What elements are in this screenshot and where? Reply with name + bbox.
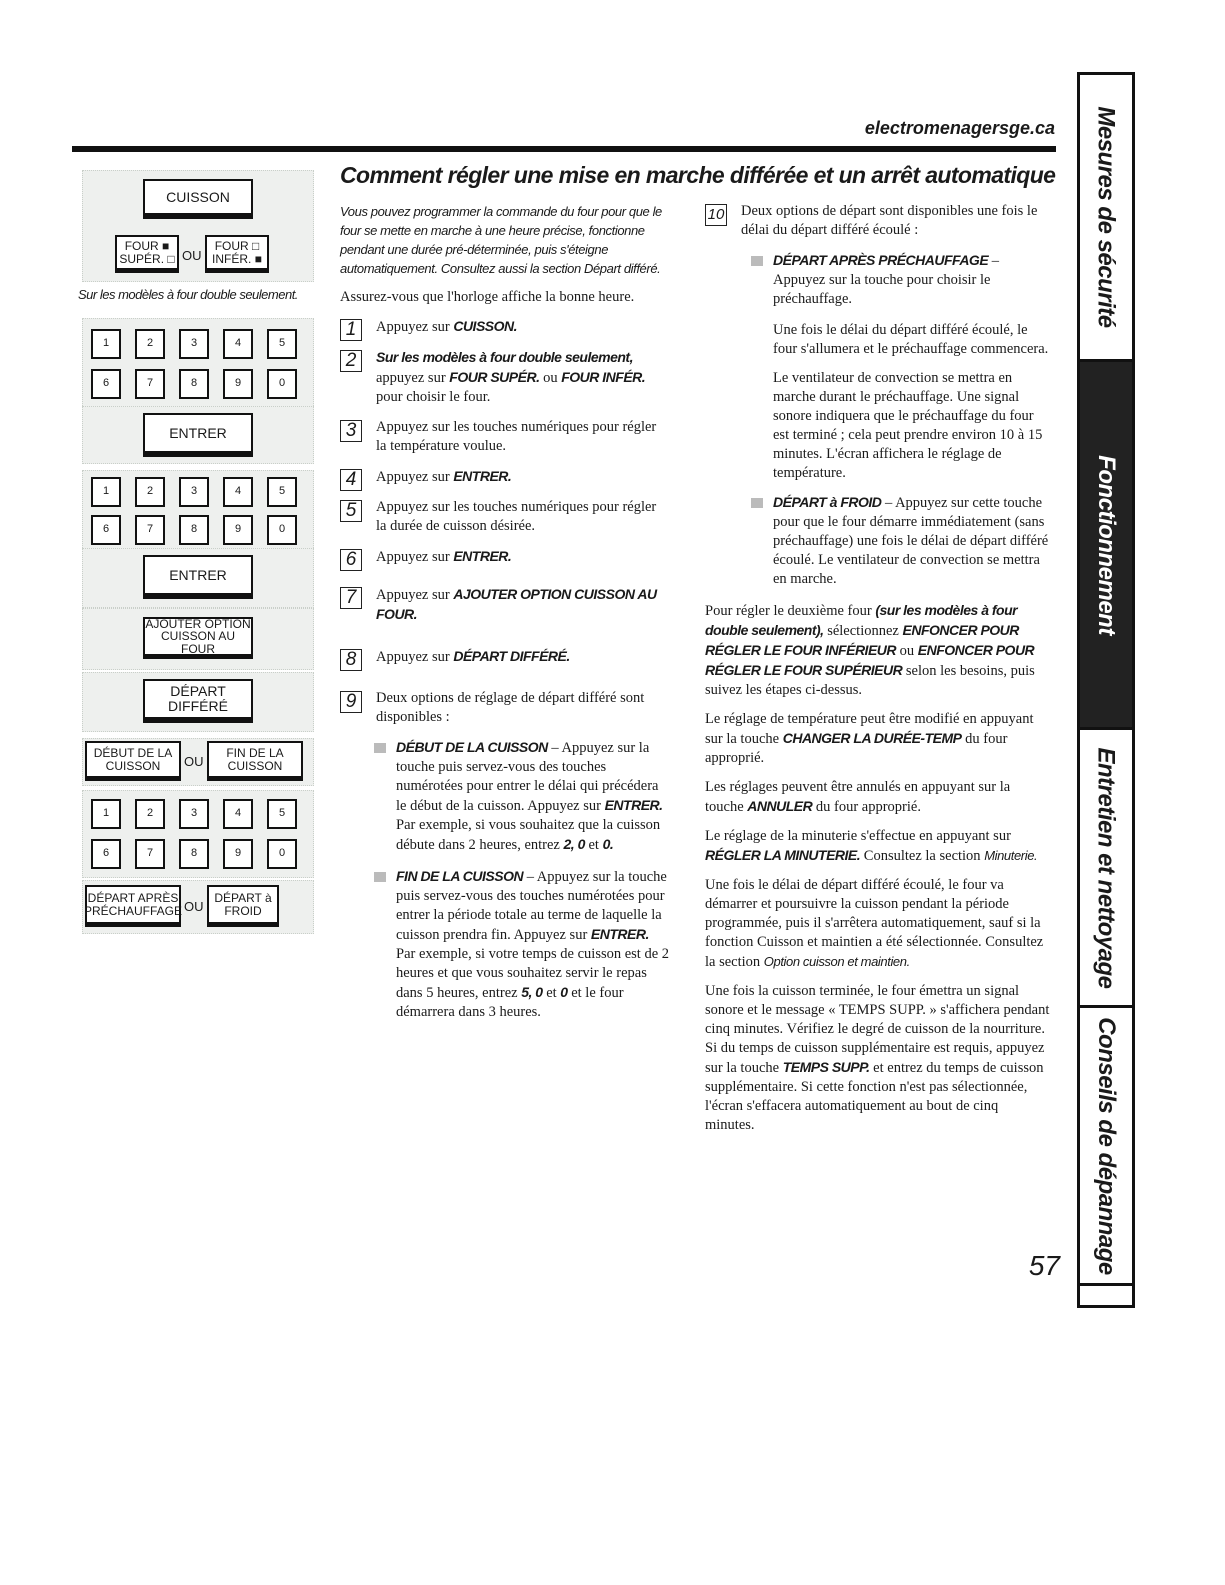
para-text: Le réglage de température peut être modifié en appuyant sur la touche (705, 711, 1034, 747)
extra-time-paragraph (705, 982, 1050, 1135)
key-name: DÉBUT DE LA CUISSON (396, 739, 548, 755)
digit-key: 2 (135, 329, 165, 359)
step-text: Appuyez sur (376, 587, 454, 603)
key-name: ENFONCER POUR RÉGLER LE FOUR SUPÉRIEUR (705, 642, 1035, 678)
entrer-key: ENTRER (143, 413, 253, 457)
instructions-column-2 (705, 202, 1050, 1145)
option-text: – Appuyez sur cette touche pour que le four démarre immédiatement (sans préchauffage) une fois le délai de départ différé écoulé. Le ventilateur de convection se mettra en marche. (773, 495, 1049, 587)
fin-cuisson-key: FIN DE LA CUISSON (207, 741, 303, 781)
key-name: FIN DE LA CUISSON (396, 868, 524, 884)
bullet-square-icon (374, 743, 386, 753)
para-text: du four approprié. (812, 799, 921, 815)
step-number-icon: 1 (340, 319, 362, 341)
step-number-icon: 3 (340, 420, 362, 442)
ajouter-option-cuisson-key: AJOUTER OPTION CUISSON AU FOUR (143, 617, 253, 659)
depart-options-panel (82, 880, 314, 934)
key-name: ENTRER. (604, 797, 663, 813)
digit-key: 5 (267, 477, 297, 507)
step-6 (340, 547, 670, 570)
entrer-panel-1 (82, 406, 314, 464)
tab-conseils-de-depannage[interactable] (1080, 1005, 1132, 1283)
digit-key: 6 (91, 515, 121, 545)
para-text: sélectionnez (823, 623, 903, 639)
digit-key: 2 (135, 477, 165, 507)
step-text: Appuyez sur les touches numériques pour régler la température voulue. (376, 419, 657, 454)
digit-key: 0 (267, 839, 297, 869)
option-text: Par exemple, si votre temps de cuisson est de 2 heures et que vous souhaitez servir le repas dans 5 heures, entrez (396, 946, 670, 1001)
para-text: Une fois la cuisson terminée, le four émettra un signal sonore et le message « TEMPS SUPP. » s'affichera pendant cinq minutes. Vérifiez le degré de cuisson de la nourriture. Si du temps de cuisson supplémentaire est requis, appuyez sur la touche (705, 983, 1050, 1076)
tab-mesures-de-securite[interactable] (1080, 75, 1132, 359)
option-depart-froid (751, 493, 1050, 589)
section-ref: Minuterie. (984, 848, 1038, 863)
instructions-column-1 (340, 202, 670, 1034)
bullet-square-icon (374, 872, 386, 882)
key-name: CHANGER LA DURÉE-TEMP (782, 730, 962, 746)
key-name: ENTRER. (590, 926, 649, 942)
para-text: Consultez la section (860, 848, 985, 864)
bullet-square-icon (751, 498, 763, 508)
key-name: TEMPS SUPP. (782, 1059, 870, 1075)
para-text: Les réglages peuvent être annulés en appuyant sur la touche (705, 779, 1011, 815)
depart-froid-key: DÉPART à FROID (207, 885, 279, 927)
cancel-paragraph (705, 778, 1050, 817)
section-tabs (1077, 72, 1135, 1308)
digit-key: 3 (179, 329, 209, 359)
tab-fonctionnement[interactable] (1080, 359, 1132, 727)
key-name: ANNULER (747, 798, 813, 814)
digit-key: 4 (223, 799, 253, 829)
tab-label: Entretien et nettoyage (1093, 746, 1121, 989)
digit-key: 9 (223, 369, 253, 399)
option-text: – Appuyez sur la touche pour choisir le préchauffage. (773, 253, 1000, 307)
key-name: FOUR INFÉR. (561, 369, 646, 385)
digit-key: 8 (179, 515, 209, 545)
keypad-cuisson-panel (82, 170, 314, 282)
four-super-key: FOUR ■ SUPÉR. □ (115, 235, 179, 273)
para-text: du four approprié. (705, 731, 1008, 766)
step-1 (340, 317, 670, 340)
key-name: RÉGLER LA MINUTERIE. (705, 847, 861, 863)
option-text: Par exemple, si vous souhaitez que la cuisson débute dans 2 heures, entrez (396, 817, 661, 853)
step-10 (705, 202, 1050, 240)
digit-key: 7 (135, 515, 165, 545)
step-number-icon: 8 (340, 649, 362, 671)
tab-label: Conseils de dépannage (1093, 1016, 1121, 1275)
option-text: et (584, 837, 603, 853)
number-pad-2 (82, 470, 314, 552)
key-name: 0 (560, 984, 568, 1000)
step-number-icon: 2 (340, 350, 362, 372)
key-name: ENFONCER POUR RÉGLER LE FOUR INFÉRIEUR (705, 622, 1019, 658)
depart-differe-key: DÉPART DIFFÉRÉ (143, 679, 253, 723)
digit-key: 9 (223, 839, 253, 869)
cuisson-key: CUISSON (143, 179, 253, 219)
step-number-icon: 10 (705, 204, 727, 226)
digit-key: 1 (91, 799, 121, 829)
four-infer-key: FOUR □ INFÉR. ■ (205, 235, 269, 273)
step-text: Deux options de départ sont disponibles une fois le délai du départ différé écoulé : (741, 203, 1038, 238)
digit-key: 2 (135, 799, 165, 829)
step-text: Appuyez sur les touches numériques pour régler la durée de cuisson désirée. (376, 499, 657, 534)
debut-fin-panel (82, 738, 314, 786)
step-3 (340, 418, 670, 456)
digit-key: 8 (179, 839, 209, 869)
digit-key: 3 (179, 799, 209, 829)
step-number-icon: 9 (340, 691, 362, 713)
step-4 (340, 467, 670, 490)
end-delay-paragraph (705, 876, 1050, 972)
step-text: Appuyez sur (376, 649, 454, 665)
option-fin-cuisson (374, 867, 670, 1022)
key-name: (sur les modèles à four double seulement), (705, 602, 1018, 638)
key-name: ENTRER. (453, 548, 512, 564)
step-text: Appuyez sur (376, 469, 454, 485)
number-pad-3 (82, 790, 314, 878)
para-text: Une fois le délai de départ différé écoulé, le four va démarrer et poursuivre la cuisson pendant la période programmée, puis il s'arrêtera automatiquement, sauf si la fonction Cuisson et maintien a été sélectionnée. Consultez la section (705, 877, 1044, 970)
step-number-icon: 5 (340, 500, 362, 522)
key-name: 0. (602, 836, 614, 852)
depart-differe-panel (82, 672, 314, 732)
step-5 (340, 498, 670, 536)
page-title: Comment régler une mise en marche différée et un arrêt automatique (340, 162, 1056, 188)
step-text: appuyez sur (376, 370, 450, 386)
digit-key: 6 (91, 369, 121, 399)
option-debut-cuisson (374, 738, 670, 855)
digit-key: 6 (91, 839, 121, 869)
ou-label: OU (184, 754, 204, 769)
step-7 (340, 585, 670, 625)
tab-label: Fonctionnement (1093, 454, 1120, 635)
temperature-paragraph (705, 710, 1050, 768)
section-ref: Option cuisson et maintien. (763, 954, 910, 969)
header-rule (72, 146, 1056, 152)
digit-key: 9 (223, 515, 253, 545)
option-text: et (542, 985, 561, 1001)
clock-note: Assurez-vous que l'horloge affiche la bonne heure. (340, 289, 635, 305)
ou-label: OU (184, 899, 204, 914)
digit-key: 4 (223, 477, 253, 507)
step-text: Appuyez sur (376, 549, 454, 565)
digit-key: 1 (91, 477, 121, 507)
depart-apres-prechauffage-key: DÉPART APRÈS PRÉCHAUFFAGE (85, 885, 181, 927)
key-name: DÉPART DIFFÉRÉ. (453, 648, 570, 664)
digit-key: 5 (267, 329, 297, 359)
second-oven-paragraph (705, 601, 1050, 700)
key-name: CUISSON. (453, 318, 518, 334)
option-text: – Appuyez sur la touche puis servez-vous des touches numérotées pour entrer la période totale au terme de laquelle la cuisson prendra fin. Appuyez sur (396, 869, 667, 943)
step-lead: Sur les modèles à four double seulement, (376, 349, 633, 365)
step-9 (340, 689, 670, 727)
site-url: electromenagersge.ca (864, 118, 1055, 138)
step-text: Deux options de réglage de départ différé sont disponibles : (376, 690, 645, 725)
digit-key: 8 (179, 369, 209, 399)
option-depart-apres-prechauffage (751, 251, 1050, 309)
para-text: ou (896, 643, 918, 659)
step-2 (340, 348, 670, 407)
digit-key: 4 (223, 329, 253, 359)
digit-key: 0 (267, 515, 297, 545)
ajouter-panel (82, 608, 314, 670)
key-name: DÉPART APRÈS PRÉCHAUFFAGE (773, 252, 989, 268)
step-number-icon: 4 (340, 469, 362, 491)
step-text: ou (539, 370, 562, 386)
digit-key: 5 (267, 799, 297, 829)
intro-text: Vous pouvez programmer la commande du four pour que le four se mette en marche à une heure précise, fonctionne pendant une durée pré-déterminée, puis s'éteigne automatiquement. Consultez aussi la section Départ différé. (340, 204, 662, 276)
option-text: – Appuyez sur la touche puis servez-vous des touches numérotées pour entrer le délai qui précédera le début de la cuisson. Appuyez sur (396, 740, 659, 814)
entrer-panel-2 (82, 548, 314, 608)
para-text: Pour régler le deuxième four (705, 603, 876, 619)
para-text: selon les besoins, puis suivez les étapes ci-dessus. (705, 663, 1035, 698)
option-paragraph: Une fois le délai du départ différé écoulé, le four s'allumera et le préchauffage commencera. (773, 322, 1049, 357)
step-text: pour choisir le four. (376, 389, 491, 405)
tab-entretien-et-nettoyage[interactable] (1080, 727, 1132, 1005)
para-text: Le réglage de la minuterie s'effectue en appuyant sur (705, 828, 1011, 844)
step-number-icon: 6 (340, 549, 362, 571)
digit-key: 1 (91, 329, 121, 359)
key-name: FOUR SUPÉR. (449, 369, 540, 385)
key-name: DÉPART à FROID (773, 494, 882, 510)
key-name: ENTRER. (453, 468, 512, 484)
timer-paragraph (705, 827, 1050, 866)
key-name: 5, 0 (521, 984, 543, 1000)
bullet-square-icon (751, 256, 763, 266)
tab-label: Mesures de sécurité (1093, 106, 1120, 328)
number-pad-1 (82, 318, 314, 408)
digit-key: 7 (135, 369, 165, 399)
key-name: 2, 0 (563, 836, 585, 852)
option-text: et le four démarrera dans 3 heures. (396, 985, 624, 1020)
digit-key: 7 (135, 839, 165, 869)
page-number: 57 (1028, 1250, 1060, 1281)
keypad-caption: Sur les modèles à four double seulement. (78, 287, 298, 302)
ou-label: OU (182, 248, 202, 263)
key-name: AJOUTER OPTION CUISSON AU FOUR. (376, 586, 657, 622)
digit-key: 3 (179, 477, 209, 507)
tab-soutien-au-consommateur[interactable] (1080, 1283, 1132, 1305)
digit-key: 0 (267, 369, 297, 399)
option-paragraph: Le ventilateur de convection se mettra en marche durant le préchauffage. Une signal sonore indiquera que le préchauffage du four est terminé ; cela peut prendre environ 10 à 15 minutes. L'écran affichera le réglage de température. (773, 370, 1043, 481)
entrer-key: ENTRER (143, 555, 253, 599)
para-text: et entrez du temps de cuisson supplémentaire. Si cette fonction n'est pas sélectionnée, l'écran s'effacera automatiquement au bout de cinq minutes. (705, 1060, 1044, 1133)
step-number-icon: 7 (340, 587, 362, 609)
debut-cuisson-key: DÉBUT DE LA CUISSON (85, 741, 181, 781)
step-text: Appuyez sur (376, 319, 454, 335)
step-8 (340, 647, 670, 670)
